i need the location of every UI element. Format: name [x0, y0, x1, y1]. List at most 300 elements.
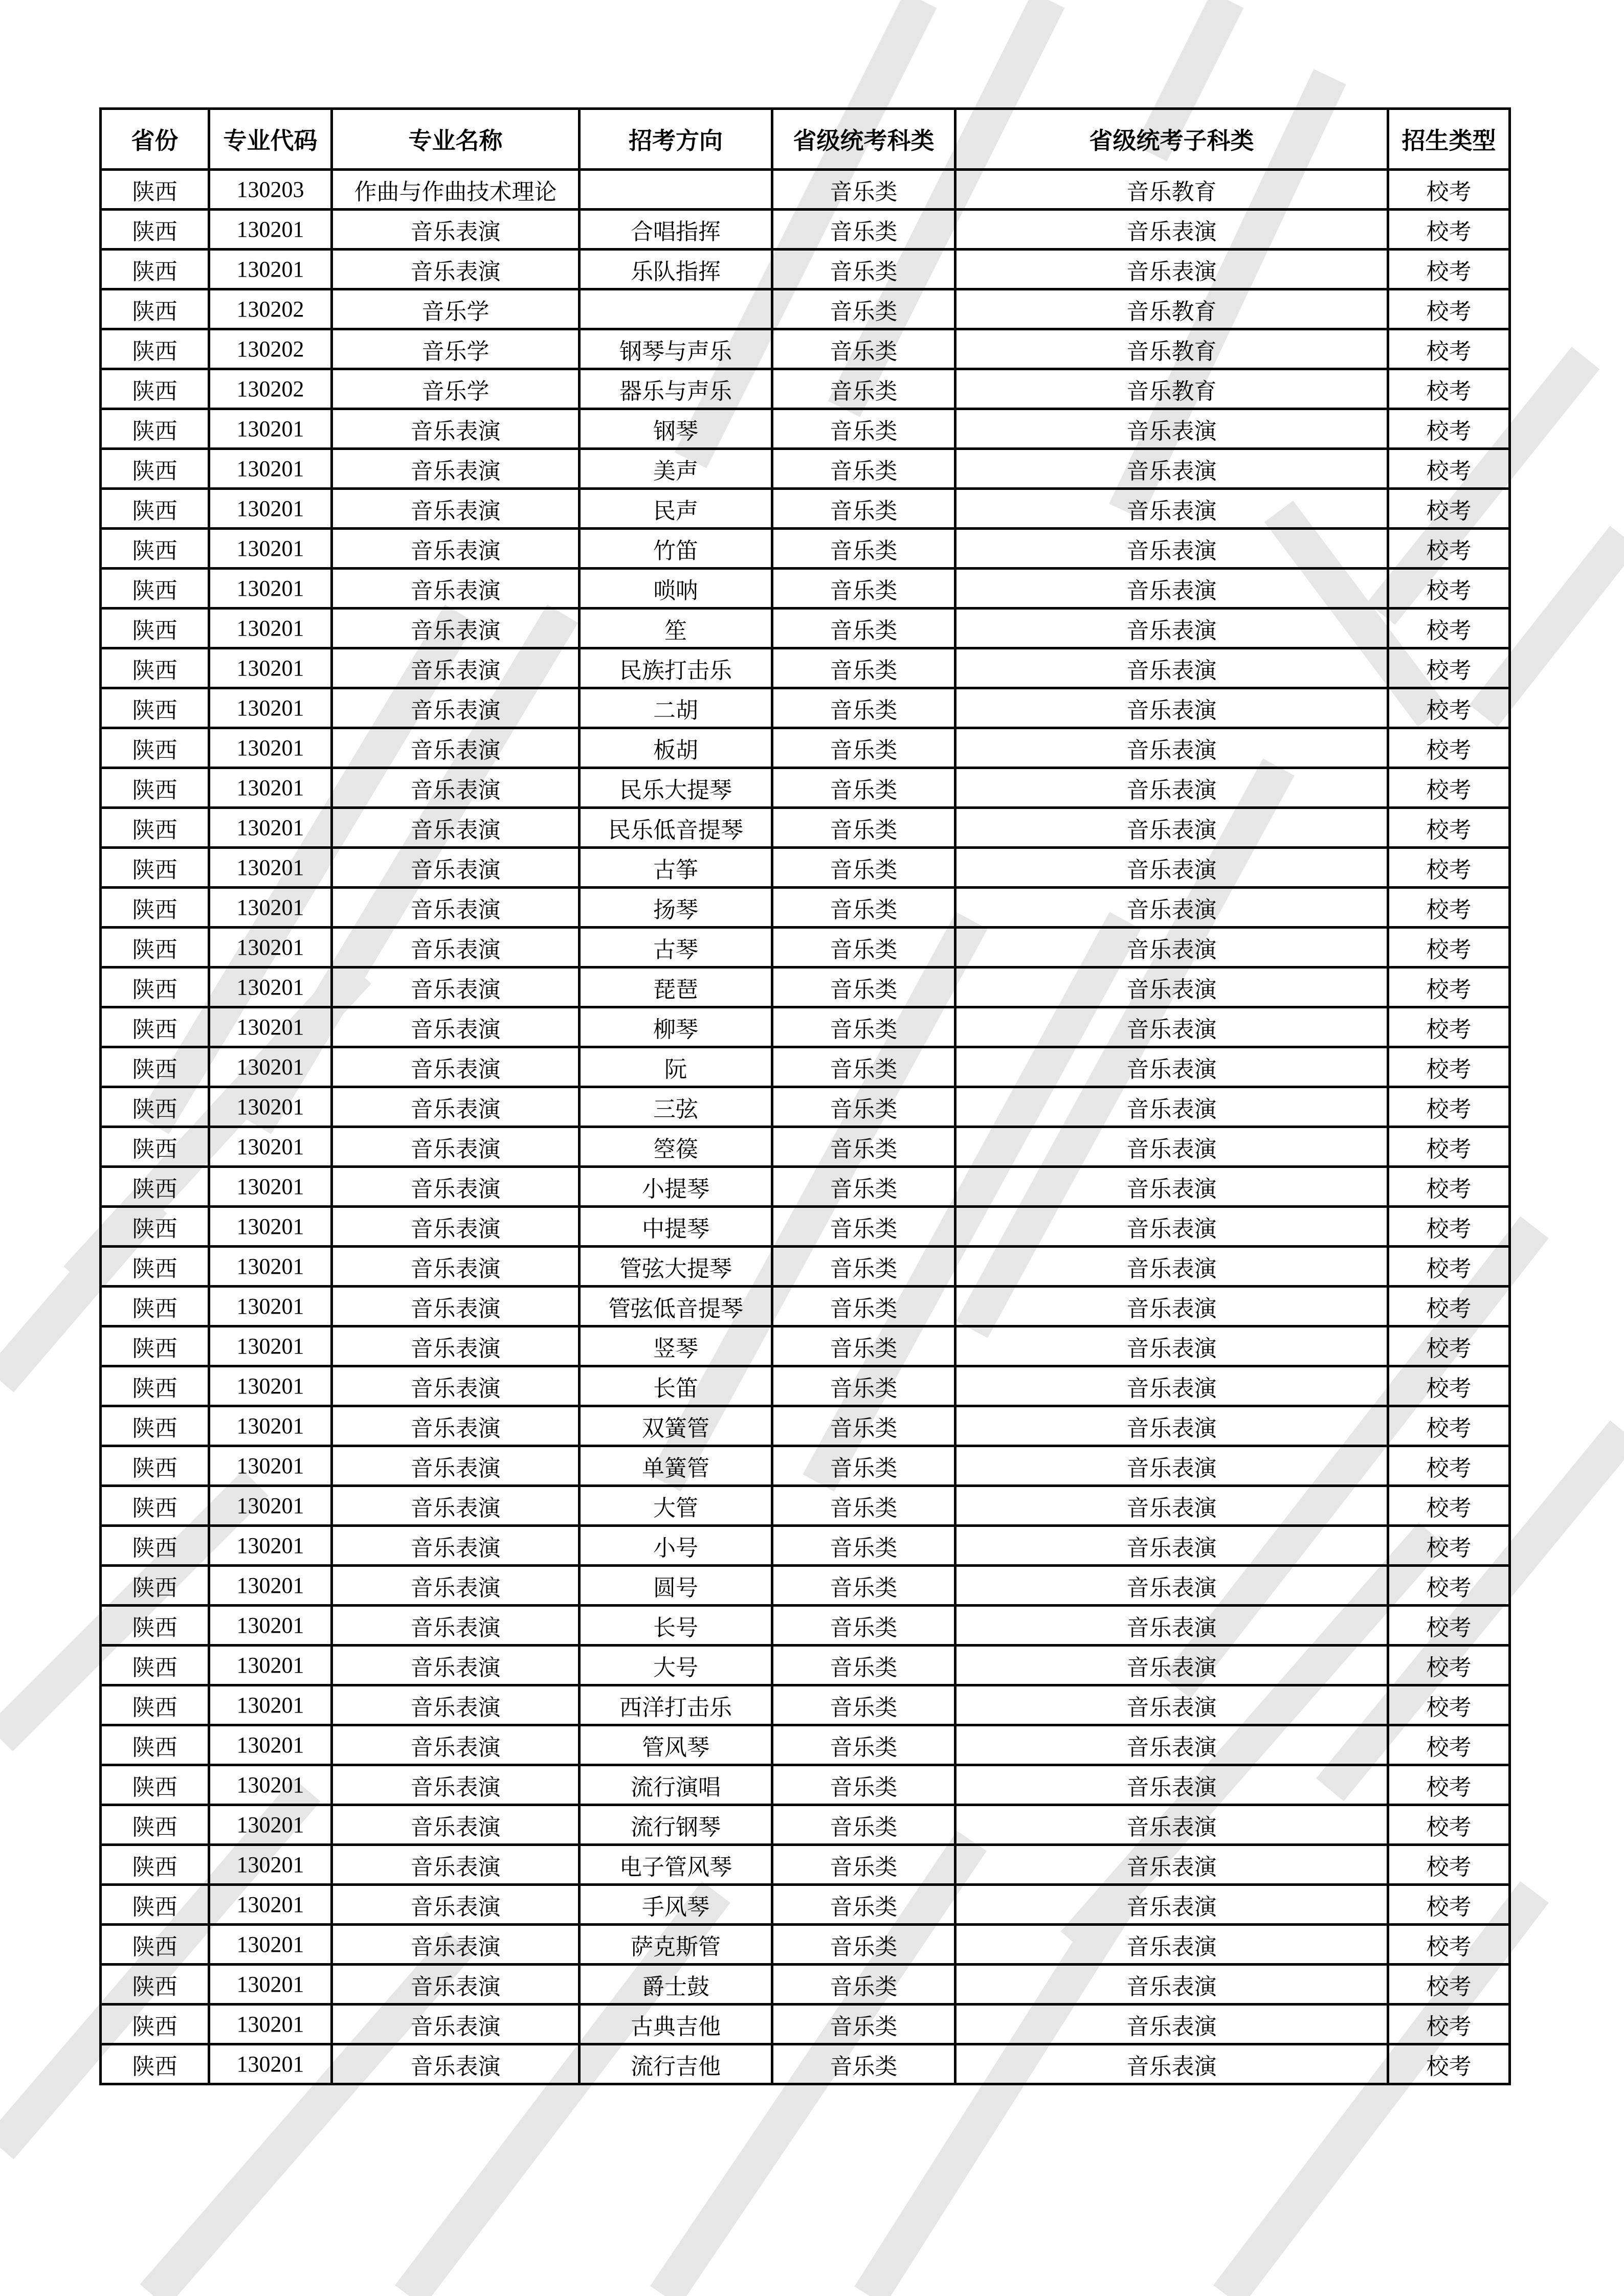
- cell-major-name: 音乐表演: [332, 609, 580, 648]
- table-row: [101, 1606, 1510, 1646]
- cell-exam-category: 音乐类: [772, 1566, 955, 1606]
- cell-province: 陕西: [101, 1007, 209, 1047]
- cell-major-name: 音乐表演: [332, 1725, 580, 1765]
- cell-major-code: 130201: [209, 1965, 332, 2005]
- header-enrollment-type: 招生类型: [1388, 109, 1510, 170]
- cell-enrollment-type: 校考: [1388, 1287, 1510, 1326]
- cell-direction: 西洋打击乐: [580, 1685, 772, 1725]
- cell-enrollment-type: 校考: [1388, 1326, 1510, 1366]
- cell-province: 陕西: [101, 1247, 209, 1287]
- cell-major-code: 130201: [209, 1765, 332, 1805]
- cell-major-code: 130201: [209, 1207, 332, 1247]
- cell-exam-subcategory: 音乐表演: [955, 1965, 1388, 2005]
- table-row: [101, 1326, 1510, 1366]
- cell-enrollment-type: 校考: [1388, 1486, 1510, 1526]
- cell-exam-category: 音乐类: [772, 768, 955, 808]
- cell-exam-category: 音乐类: [772, 1805, 955, 1845]
- cell-direction: 长号: [580, 1606, 772, 1646]
- cell-province: 陕西: [101, 1725, 209, 1765]
- cell-major-name: 音乐表演: [332, 1925, 580, 1965]
- cell-direction: 大号: [580, 1646, 772, 1685]
- cell-province: 陕西: [101, 250, 209, 289]
- cell-exam-category: 音乐类: [772, 1406, 955, 1446]
- cell-major-code: 130201: [209, 1127, 332, 1167]
- cell-enrollment-type: 校考: [1388, 1725, 1510, 1765]
- cell-direction: 竖琴: [580, 1326, 772, 1366]
- table-row: [101, 1526, 1510, 1566]
- cell-exam-category: 音乐类: [772, 1646, 955, 1685]
- cell-major-name: 音乐表演: [332, 1965, 580, 2005]
- cell-exam-subcategory: 音乐表演: [955, 1725, 1388, 1765]
- cell-exam-category: 音乐类: [772, 1446, 955, 1486]
- cell-exam-subcategory: 音乐表演: [955, 449, 1388, 489]
- cell-province: 陕西: [101, 848, 209, 888]
- cell-exam-subcategory: 音乐表演: [955, 210, 1388, 250]
- cell-province: 陕西: [101, 1685, 209, 1725]
- cell-exam-category: 音乐类: [772, 1965, 955, 2005]
- cell-direction: 长笛: [580, 1366, 772, 1406]
- cell-major-code: 130201: [209, 808, 332, 848]
- table-row: [101, 2005, 1510, 2044]
- cell-exam-subcategory: 音乐表演: [955, 967, 1388, 1007]
- cell-enrollment-type: 校考: [1388, 1207, 1510, 1247]
- cell-enrollment-type: 校考: [1388, 1047, 1510, 1087]
- cell-major-code: 130201: [209, 967, 332, 1007]
- cell-direction: 竹笛: [580, 529, 772, 569]
- cell-province: 陕西: [101, 210, 209, 250]
- cell-direction: 流行吉他: [580, 2044, 772, 2084]
- cell-exam-category: 音乐类: [772, 1526, 955, 1566]
- cell-enrollment-type: 校考: [1388, 848, 1510, 888]
- cell-exam-subcategory: 音乐教育: [955, 289, 1388, 329]
- cell-major-name: 音乐表演: [332, 210, 580, 250]
- cell-exam-subcategory: 音乐表演: [955, 1287, 1388, 1326]
- cell-exam-category: 音乐类: [772, 1685, 955, 1725]
- cell-enrollment-type: 校考: [1388, 1526, 1510, 1566]
- cell-major-code: 130201: [209, 1287, 332, 1326]
- table-row: [101, 569, 1510, 609]
- cell-direction: 大管: [580, 1486, 772, 1526]
- cell-exam-subcategory: 音乐表演: [955, 1406, 1388, 1446]
- table-row: [101, 210, 1510, 250]
- enrollment-table: [99, 107, 1511, 2085]
- cell-major-code: 130201: [209, 1725, 332, 1765]
- table-row: [101, 967, 1510, 1007]
- cell-direction: 三弦: [580, 1087, 772, 1127]
- cell-province: 陕西: [101, 609, 209, 648]
- cell-exam-category: 音乐类: [772, 1047, 955, 1087]
- cell-exam-category: 音乐类: [772, 529, 955, 569]
- cell-enrollment-type: 校考: [1388, 1087, 1510, 1127]
- cell-exam-subcategory: 音乐表演: [955, 1685, 1388, 1725]
- cell-exam-category: 音乐类: [772, 250, 955, 289]
- table-row: [101, 1446, 1510, 1486]
- cell-major-name: 音乐表演: [332, 569, 580, 609]
- cell-major-code: 130201: [209, 848, 332, 888]
- cell-enrollment-type: 校考: [1388, 1965, 1510, 2005]
- cell-direction: 流行钢琴: [580, 1805, 772, 1845]
- cell-enrollment-type: 校考: [1388, 609, 1510, 648]
- cell-major-name: 音乐学: [332, 289, 580, 329]
- cell-direction: 单簧管: [580, 1446, 772, 1486]
- cell-direction: 爵士鼓: [580, 1965, 772, 2005]
- cell-major-code: 130203: [209, 170, 332, 210]
- cell-major-name: 音乐表演: [332, 1247, 580, 1287]
- cell-major-code: 130201: [209, 1047, 332, 1087]
- cell-enrollment-type: 校考: [1388, 210, 1510, 250]
- cell-exam-category: 音乐类: [772, 569, 955, 609]
- cell-major-code: 130201: [209, 1685, 332, 1725]
- cell-major-name: 音乐表演: [332, 768, 580, 808]
- cell-enrollment-type: 校考: [1388, 1366, 1510, 1406]
- cell-major-name: 音乐表演: [332, 888, 580, 928]
- table-row: [101, 1047, 1510, 1087]
- cell-major-code: 130201: [209, 728, 332, 768]
- cell-major-name: 音乐表演: [332, 449, 580, 489]
- cell-exam-category: 音乐类: [772, 289, 955, 329]
- cell-province: 陕西: [101, 2044, 209, 2084]
- cell-direction: 钢琴: [580, 409, 772, 449]
- table-row: [101, 1486, 1510, 1526]
- cell-major-code: 130202: [209, 329, 332, 369]
- table-row: [101, 1247, 1510, 1287]
- cell-enrollment-type: 校考: [1388, 1446, 1510, 1486]
- cell-province: 陕西: [101, 170, 209, 210]
- cell-major-code: 130201: [209, 449, 332, 489]
- table-row: [101, 1127, 1510, 1167]
- cell-enrollment-type: 校考: [1388, 289, 1510, 329]
- cell-major-code: 130201: [209, 250, 332, 289]
- cell-province: 陕西: [101, 289, 209, 329]
- header-major-name: 专业名称: [332, 109, 580, 170]
- cell-direction: 双簧管: [580, 1406, 772, 1446]
- table-row: [101, 1207, 1510, 1247]
- cell-major-code: 130201: [209, 928, 332, 967]
- cell-direction: 管弦大提琴: [580, 1247, 772, 1287]
- cell-major-name: 作曲与作曲技术理论: [332, 170, 580, 210]
- cell-exam-category: 音乐类: [772, 1925, 955, 1965]
- header-major-code: 专业代码: [209, 109, 332, 170]
- cell-major-name: 音乐表演: [332, 1366, 580, 1406]
- cell-direction: 圆号: [580, 1566, 772, 1606]
- table-row: [101, 1646, 1510, 1685]
- cell-province: 陕西: [101, 808, 209, 848]
- cell-province: 陕西: [101, 728, 209, 768]
- cell-exam-subcategory: 音乐表演: [955, 1446, 1388, 1486]
- cell-province: 陕西: [101, 1366, 209, 1406]
- cell-enrollment-type: 校考: [1388, 728, 1510, 768]
- cell-major-name: 音乐表演: [332, 1087, 580, 1127]
- table-row: [101, 489, 1510, 529]
- cell-direction: 古典吉他: [580, 2005, 772, 2044]
- cell-exam-category: 音乐类: [772, 728, 955, 768]
- cell-province: 陕西: [101, 569, 209, 609]
- cell-major-name: 音乐表演: [332, 728, 580, 768]
- cell-exam-subcategory: 音乐表演: [955, 250, 1388, 289]
- cell-enrollment-type: 校考: [1388, 1406, 1510, 1446]
- cell-major-name: 音乐学: [332, 329, 580, 369]
- cell-direction: 管弦低音提琴: [580, 1287, 772, 1326]
- cell-major-code: 130201: [209, 1366, 332, 1406]
- cell-exam-subcategory: 音乐表演: [955, 1805, 1388, 1845]
- cell-exam-subcategory: 音乐表演: [955, 1845, 1388, 1885]
- cell-province: 陕西: [101, 1207, 209, 1247]
- cell-major-name: 音乐表演: [332, 1047, 580, 1087]
- cell-major-name: 音乐表演: [332, 1845, 580, 1885]
- cell-province: 陕西: [101, 688, 209, 728]
- table-row: [101, 1845, 1510, 1885]
- table-row: [101, 369, 1510, 409]
- table-row: [101, 1167, 1510, 1207]
- cell-province: 陕西: [101, 1287, 209, 1326]
- cell-exam-category: 音乐类: [772, 369, 955, 409]
- cell-major-code: 130201: [209, 1805, 332, 1845]
- cell-direction: 民声: [580, 489, 772, 529]
- cell-major-code: 130202: [209, 369, 332, 409]
- cell-exam-category: 音乐类: [772, 1087, 955, 1127]
- cell-province: 陕西: [101, 2005, 209, 2044]
- cell-exam-subcategory: 音乐表演: [955, 1566, 1388, 1606]
- cell-exam-subcategory: 音乐教育: [955, 369, 1388, 409]
- cell-exam-category: 音乐类: [772, 210, 955, 250]
- cell-major-name: 音乐表演: [332, 1885, 580, 1925]
- cell-exam-category: 音乐类: [772, 489, 955, 529]
- table-row: [101, 449, 1510, 489]
- header-exam-subcategory: 省级统考子科类: [955, 109, 1388, 170]
- cell-direction: 箜篌: [580, 1127, 772, 1167]
- cell-enrollment-type: 校考: [1388, 928, 1510, 967]
- cell-direction: [580, 289, 772, 329]
- cell-major-name: 音乐表演: [332, 529, 580, 569]
- cell-exam-subcategory: 音乐表演: [955, 848, 1388, 888]
- cell-direction: 中提琴: [580, 1207, 772, 1247]
- cell-exam-category: 音乐类: [772, 1606, 955, 1646]
- cell-exam-subcategory: 音乐表演: [955, 728, 1388, 768]
- table-row: [101, 1087, 1510, 1127]
- cell-major-code: 130201: [209, 1446, 332, 1486]
- cell-enrollment-type: 校考: [1388, 1247, 1510, 1287]
- cell-direction: 笙: [580, 609, 772, 648]
- cell-enrollment-type: 校考: [1388, 409, 1510, 449]
- cell-exam-category: 音乐类: [772, 688, 955, 728]
- cell-enrollment-type: 校考: [1388, 1925, 1510, 1965]
- cell-major-code: 130201: [209, 1566, 332, 1606]
- cell-enrollment-type: 校考: [1388, 2044, 1510, 2084]
- cell-exam-category: 音乐类: [772, 1247, 955, 1287]
- cell-major-name: 音乐学: [332, 369, 580, 409]
- cell-direction: 钢琴与声乐: [580, 329, 772, 369]
- table-row: [101, 848, 1510, 888]
- cell-exam-category: 音乐类: [772, 1725, 955, 1765]
- cell-major-code: 130201: [209, 688, 332, 728]
- cell-enrollment-type: 校考: [1388, 648, 1510, 688]
- cell-exam-subcategory: 音乐表演: [955, 1007, 1388, 1047]
- cell-major-code: 130201: [209, 1167, 332, 1207]
- table-row: [101, 2044, 1510, 2084]
- cell-major-name: 音乐表演: [332, 1566, 580, 1606]
- cell-province: 陕西: [101, 1406, 209, 1446]
- cell-enrollment-type: 校考: [1388, 170, 1510, 210]
- table-row: [101, 609, 1510, 648]
- cell-direction: 民乐低音提琴: [580, 808, 772, 848]
- cell-enrollment-type: 校考: [1388, 449, 1510, 489]
- cell-major-code: 130201: [209, 409, 332, 449]
- cell-province: 陕西: [101, 409, 209, 449]
- cell-major-code: 130201: [209, 1526, 332, 1566]
- cell-major-name: 音乐表演: [332, 2005, 580, 2044]
- cell-major-code: 130201: [209, 1007, 332, 1047]
- cell-major-name: 音乐表演: [332, 489, 580, 529]
- table-row: [101, 728, 1510, 768]
- cell-enrollment-type: 校考: [1388, 1606, 1510, 1646]
- cell-major-name: 音乐表演: [332, 1207, 580, 1247]
- cell-province: 陕西: [101, 1885, 209, 1925]
- cell-major-code: 130201: [209, 210, 332, 250]
- table-row: [101, 170, 1510, 210]
- table-row: [101, 1685, 1510, 1725]
- cell-exam-subcategory: 音乐教育: [955, 329, 1388, 369]
- cell-exam-category: 音乐类: [772, 2044, 955, 2084]
- table-row: [101, 1725, 1510, 1765]
- cell-direction: 合唱指挥: [580, 210, 772, 250]
- cell-province: 陕西: [101, 1765, 209, 1805]
- header-province: 省份: [101, 109, 209, 170]
- table-row: [101, 888, 1510, 928]
- cell-province: 陕西: [101, 768, 209, 808]
- cell-major-code: 130201: [209, 1247, 332, 1287]
- cell-exam-category: 音乐类: [772, 2005, 955, 2044]
- cell-direction: 小提琴: [580, 1167, 772, 1207]
- cell-exam-subcategory: 音乐表演: [955, 1087, 1388, 1127]
- cell-province: 陕西: [101, 1805, 209, 1845]
- cell-major-name: 音乐表演: [332, 1127, 580, 1167]
- cell-major-code: 130201: [209, 648, 332, 688]
- cell-exam-subcategory: 音乐表演: [955, 1606, 1388, 1646]
- cell-direction: 民族打击乐: [580, 648, 772, 688]
- cell-province: 陕西: [101, 648, 209, 688]
- cell-direction: 乐队指挥: [580, 250, 772, 289]
- cell-exam-subcategory: 音乐表演: [955, 928, 1388, 967]
- cell-exam-category: 音乐类: [772, 967, 955, 1007]
- table-row: [101, 768, 1510, 808]
- cell-province: 陕西: [101, 1646, 209, 1685]
- cell-province: 陕西: [101, 529, 209, 569]
- cell-exam-category: 音乐类: [772, 848, 955, 888]
- cell-direction: 古筝: [580, 848, 772, 888]
- cell-direction: 古琴: [580, 928, 772, 967]
- cell-enrollment-type: 校考: [1388, 250, 1510, 289]
- table-row: [101, 1805, 1510, 1845]
- cell-province: 陕西: [101, 1047, 209, 1087]
- cell-exam-subcategory: 音乐表演: [955, 569, 1388, 609]
- table-row: [101, 1765, 1510, 1805]
- cell-exam-subcategory: 音乐表演: [955, 1127, 1388, 1167]
- cell-major-name: 音乐表演: [332, 1446, 580, 1486]
- cell-enrollment-type: 校考: [1388, 1167, 1510, 1207]
- cell-major-name: 音乐表演: [332, 1326, 580, 1366]
- cell-exam-category: 音乐类: [772, 1765, 955, 1805]
- cell-direction: 板胡: [580, 728, 772, 768]
- table-row: [101, 808, 1510, 848]
- cell-exam-subcategory: 音乐表演: [955, 2005, 1388, 2044]
- cell-exam-category: 音乐类: [772, 1127, 955, 1167]
- cell-major-name: 音乐表演: [332, 1765, 580, 1805]
- cell-province: 陕西: [101, 967, 209, 1007]
- cell-province: 陕西: [101, 1326, 209, 1366]
- cell-exam-category: 音乐类: [772, 1007, 955, 1047]
- table-row: [101, 1885, 1510, 1925]
- cell-major-name: 音乐表演: [332, 928, 580, 967]
- cell-enrollment-type: 校考: [1388, 1805, 1510, 1845]
- cell-enrollment-type: 校考: [1388, 808, 1510, 848]
- cell-major-name: 音乐表演: [332, 648, 580, 688]
- cell-major-name: 音乐表演: [332, 688, 580, 728]
- cell-major-code: 130201: [209, 1925, 332, 1965]
- cell-exam-subcategory: 音乐表演: [955, 648, 1388, 688]
- table-row: [101, 250, 1510, 289]
- cell-direction: 器乐与声乐: [580, 369, 772, 409]
- cell-exam-subcategory: 音乐表演: [955, 888, 1388, 928]
- cell-major-name: 音乐表演: [332, 1287, 580, 1326]
- cell-direction: 手风琴: [580, 1885, 772, 1925]
- cell-direction: 民乐大提琴: [580, 768, 772, 808]
- cell-province: 陕西: [101, 1486, 209, 1526]
- cell-province: 陕西: [101, 1606, 209, 1646]
- cell-direction: 柳琴: [580, 1007, 772, 1047]
- cell-province: 陕西: [101, 489, 209, 529]
- table-row: [101, 409, 1510, 449]
- cell-major-name: 音乐表演: [332, 409, 580, 449]
- cell-exam-subcategory: 音乐表演: [955, 688, 1388, 728]
- cell-exam-subcategory: 音乐教育: [955, 170, 1388, 210]
- cell-enrollment-type: 校考: [1388, 888, 1510, 928]
- cell-direction: 小号: [580, 1526, 772, 1566]
- cell-direction: [580, 170, 772, 210]
- cell-direction: 唢呐: [580, 569, 772, 609]
- cell-direction: 阮: [580, 1047, 772, 1087]
- cell-direction: 电子管风琴: [580, 1845, 772, 1885]
- cell-exam-subcategory: 音乐表演: [955, 529, 1388, 569]
- table-row: [101, 1925, 1510, 1965]
- cell-exam-subcategory: 音乐表演: [955, 1326, 1388, 1366]
- cell-enrollment-type: 校考: [1388, 329, 1510, 369]
- table-row: [101, 688, 1510, 728]
- cell-major-code: 130201: [209, 1486, 332, 1526]
- cell-major-code: 130201: [209, 1885, 332, 1925]
- cell-enrollment-type: 校考: [1388, 489, 1510, 529]
- cell-enrollment-type: 校考: [1388, 369, 1510, 409]
- cell-major-name: 音乐表演: [332, 1805, 580, 1845]
- cell-major-code: 130201: [209, 768, 332, 808]
- cell-major-name: 音乐表演: [332, 1606, 580, 1646]
- cell-direction: 管风琴: [580, 1725, 772, 1765]
- cell-province: 陕西: [101, 1566, 209, 1606]
- cell-major-code: 130201: [209, 569, 332, 609]
- cell-enrollment-type: 校考: [1388, 967, 1510, 1007]
- cell-direction: 流行演唱: [580, 1765, 772, 1805]
- cell-enrollment-type: 校考: [1388, 529, 1510, 569]
- cell-exam-subcategory: 音乐表演: [955, 1646, 1388, 1685]
- header-direction: 招考方向: [580, 109, 772, 170]
- cell-exam-category: 音乐类: [772, 648, 955, 688]
- cell-exam-subcategory: 音乐表演: [955, 1366, 1388, 1406]
- cell-major-code: 130201: [209, 489, 332, 529]
- cell-exam-category: 音乐类: [772, 329, 955, 369]
- cell-exam-subcategory: 音乐表演: [955, 1047, 1388, 1087]
- cell-exam-subcategory: 音乐表演: [955, 2044, 1388, 2084]
- cell-major-code: 130201: [209, 888, 332, 928]
- cell-province: 陕西: [101, 1167, 209, 1207]
